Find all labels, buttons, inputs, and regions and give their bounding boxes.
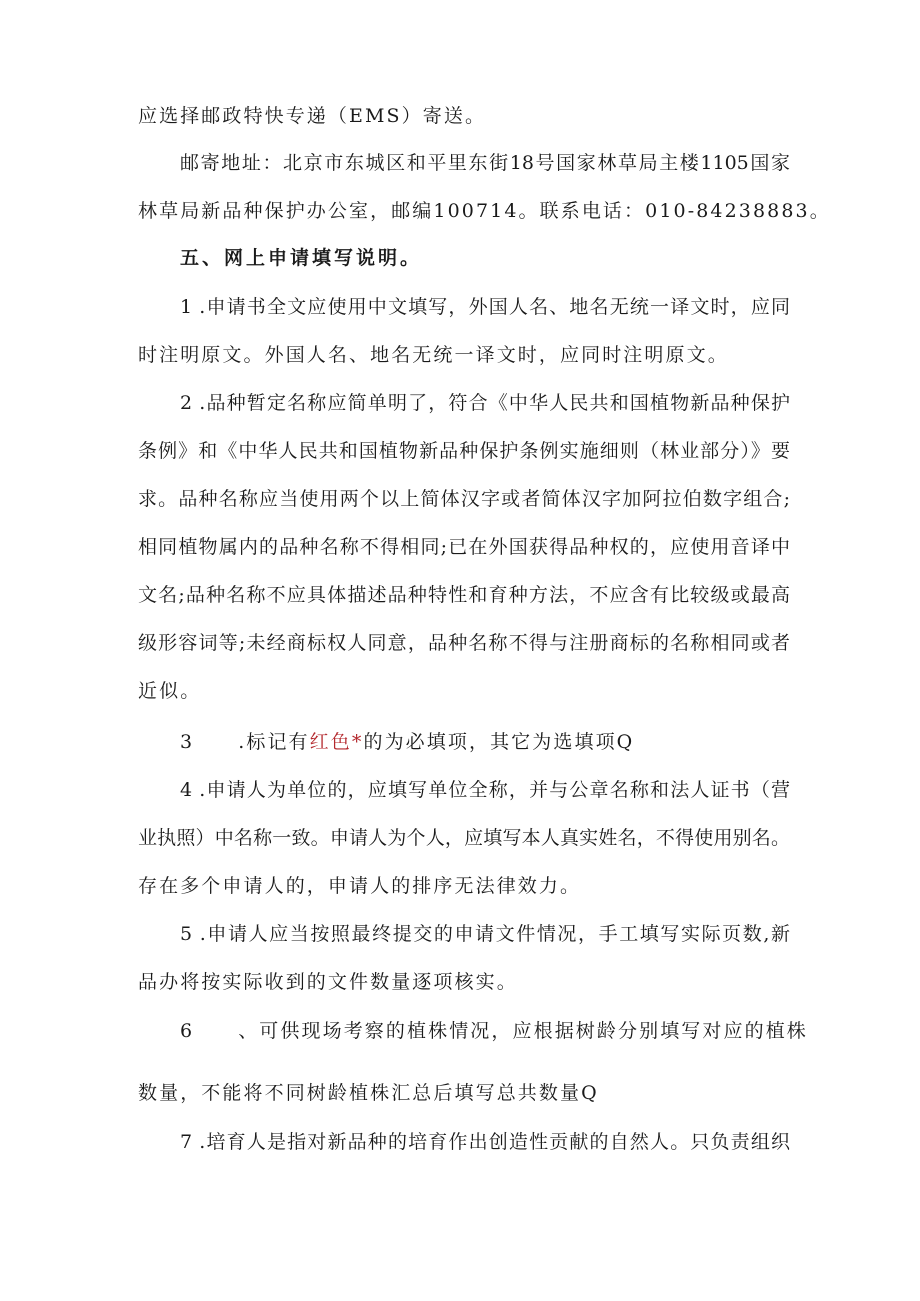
item-2-line-5: 文名;品种名称不应具体描述品种特性和育种方法，不应含有比较级或最高 xyxy=(138,584,790,606)
item-3-text-b: 的为必填项，其它为选填项Q xyxy=(363,731,635,753)
item-4-line-2: 业执照）中名称一致。申请人为个人，应填写本人真实姓名，不得使用别名。 xyxy=(138,827,790,849)
item-6-line-2: 数量，不能将不同树龄植株汇总后填写总共数量Q xyxy=(138,1082,599,1104)
item-6-number: 6 xyxy=(180,1020,195,1042)
item-1-line-1: 1 .申请书全文应使用中文填写，外国人名、地名无统一译文时，应同 xyxy=(180,296,790,318)
item-4-line-1: 4 .申请人为单位的，应填写单位全称，并与公章名称和法人证书（营 xyxy=(180,779,790,801)
item-3-line xyxy=(180,730,634,754)
text-line-1: 应选择邮政特快专递（EMS）寄送。 xyxy=(138,105,487,127)
text-line-3: 林草局新品种保护办公室，邮编100714。联系电话：010-84238883。 xyxy=(138,200,831,222)
item-4-line-3: 存在多个申请人的，申请人的排序无法律效力。 xyxy=(138,875,582,897)
item-6-text: 、可供现场考察的植株情况，应根据树龄分别填写对应的植株 xyxy=(238,1020,808,1042)
item-2-line-1: 2 .品种暂定名称应简单明了，符合《中华人民共和国植物新品种保护 xyxy=(180,392,790,414)
item-3-text-a: .标记有 xyxy=(238,731,310,753)
item-2-line-2: 条例》和《中华人民共和国植物新品种保护条例实施细则（林业部分）》要 xyxy=(138,440,790,462)
item-7-line-1: 7 .培育人是指对新品种的培育作出创造性贡献的自然人。只负责组织 xyxy=(180,1131,790,1153)
item-2-line-4: 相同植物属内的品种名称不得相同;已在外国获得品种权的，应使用音译中 xyxy=(138,536,790,558)
item-2-line-7: 近似。 xyxy=(138,680,202,702)
item-3-number: 3 xyxy=(180,731,195,753)
item-5-line-1: 5 .申请人应当按照最终提交的申请文件情况，手工填写实际页数,新 xyxy=(180,923,790,945)
required-mark-label: 红色* xyxy=(309,731,364,753)
text-line-mailing-address: 邮寄地址：北京市东城区和平里东街18号国家林草局主楼1105国家 xyxy=(180,152,790,174)
item-2-line-6: 级形容词等;未经商标权人同意，品种名称不得与注册商标的名称相同或者 xyxy=(138,632,790,654)
section-heading: 五、网上申请填写说明。 xyxy=(180,247,423,269)
item-5-line-2: 品办将按实际收到的文件数量逐项核实。 xyxy=(138,971,518,993)
item-6-line-1 xyxy=(180,1019,808,1043)
item-2-line-3: 求。品种名称应当使用两个以上简体汉字或者简体汉字加阿拉伯数字组合; xyxy=(138,488,790,510)
item-1-line-2: 时注明原文。外国人名、地名无统一译文时，应同时注明原文。 xyxy=(138,344,729,366)
